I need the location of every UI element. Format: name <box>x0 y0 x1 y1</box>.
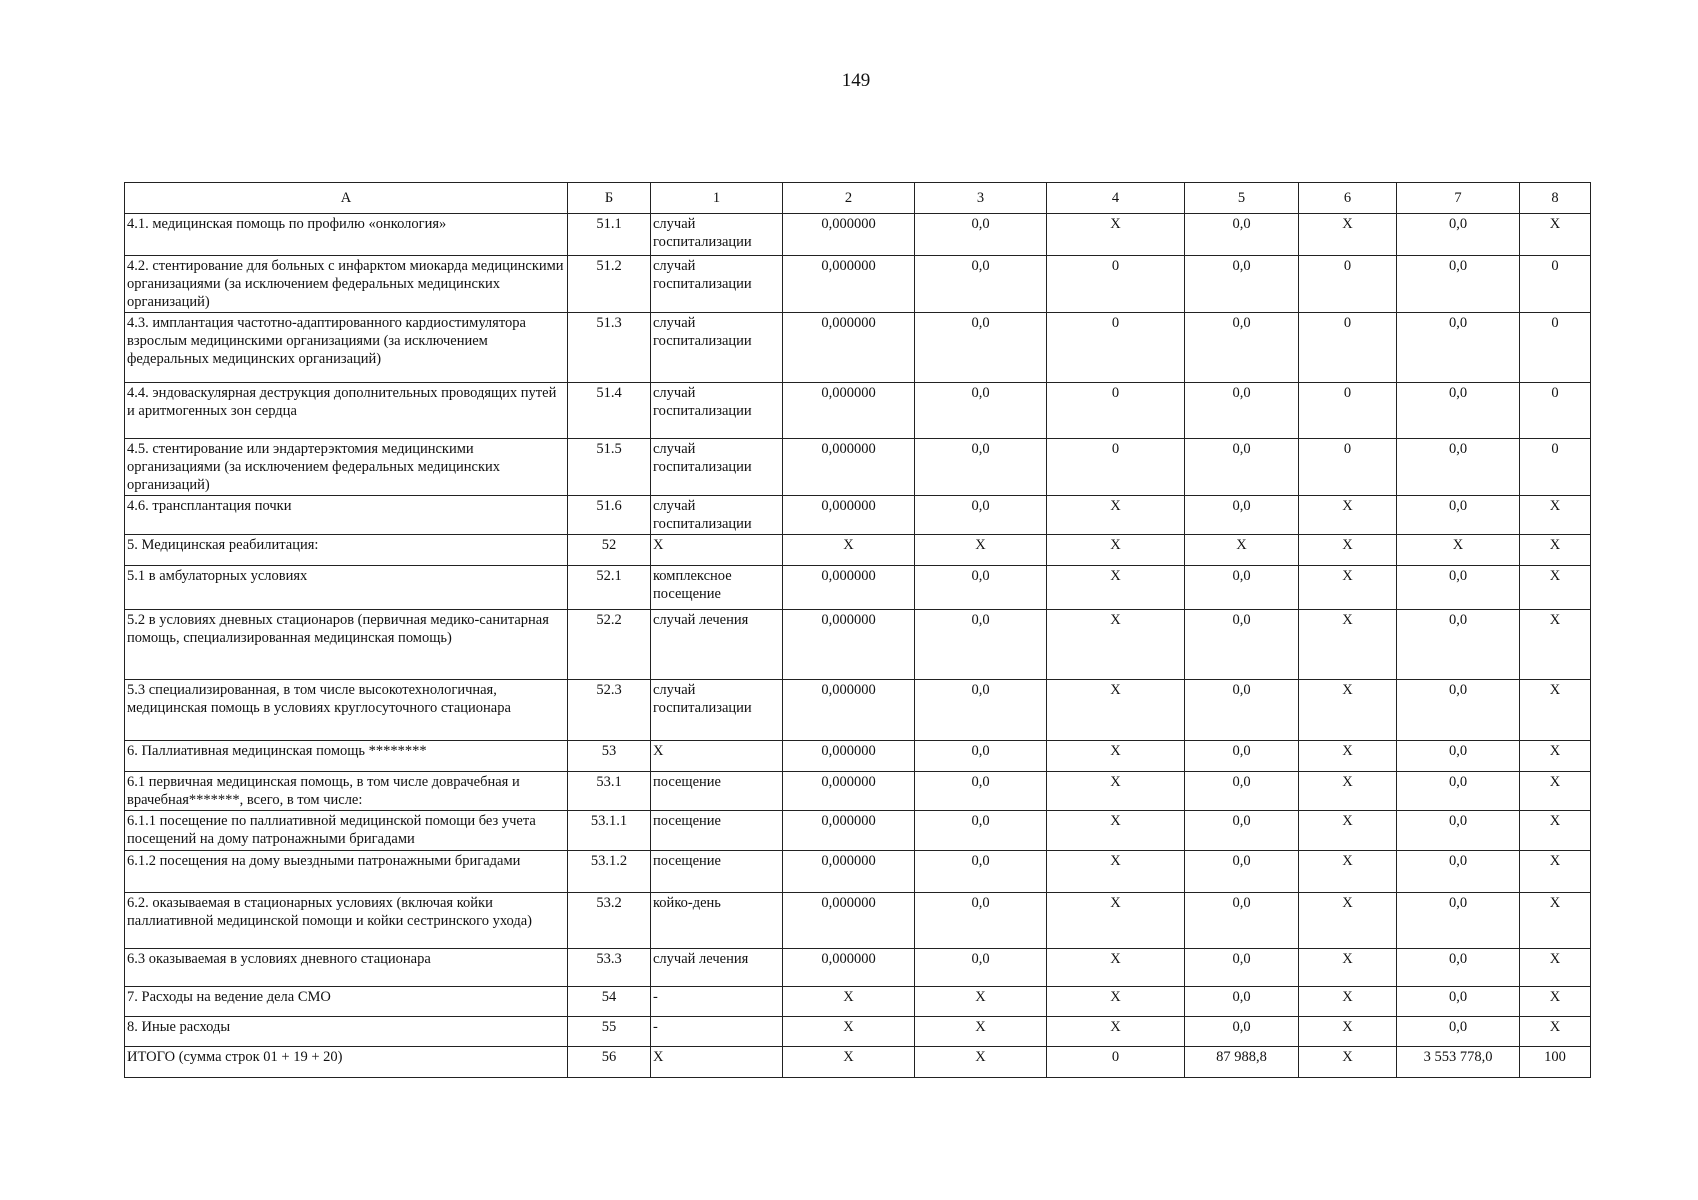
table-body <box>125 214 1591 1078</box>
value-cell: 0,0 <box>1185 566 1299 610</box>
row-label-cell: 4.3. имплантация частотно-адаптированного кардиостимулятора взрослым медицинскими организациями (за исключением федеральных медицинских организаций) <box>125 313 568 383</box>
row-label-cell: 4.6. трансплантация почки <box>125 496 568 535</box>
value-cell: 0,0 <box>915 741 1047 772</box>
value-cell: 0,0 <box>915 383 1047 439</box>
value-cell: 0,0 <box>1185 214 1299 256</box>
value-cell: 0,0 <box>915 439 1047 496</box>
value-cell: 0,0 <box>915 949 1047 987</box>
row-label-cell: 6.3 оказываемая в условиях дневного стационара <box>125 949 568 987</box>
value-cell: 0,0 <box>915 566 1047 610</box>
value-cell: X <box>1047 610 1185 680</box>
value-cell: X <box>1520 772 1591 811</box>
row-label-cell: 6.2. оказываемая в стационарных условиях (включая койки паллиативной медицинской помощи и койки сестринского ухода) <box>125 893 568 949</box>
row-label-cell: ИТОГО (сумма строк 01 + 19 + 20) <box>125 1047 568 1078</box>
value-cell: 3 553 778,0 <box>1397 1047 1520 1078</box>
value-cell: 0,0 <box>1185 741 1299 772</box>
value-cell: X <box>1520 610 1591 680</box>
row-code-cell: 51.5 <box>568 439 651 496</box>
value-cell: 0,0 <box>1185 313 1299 383</box>
value-cell: X <box>1299 610 1397 680</box>
unit-cell: случай госпитализации <box>651 439 783 496</box>
unit-cell: случай госпитализации <box>651 313 783 383</box>
value-cell: 0 <box>1047 1047 1185 1078</box>
row-code-cell: 51.1 <box>568 214 651 256</box>
row-code-cell: 52 <box>568 535 651 566</box>
value-cell: 0,0 <box>1185 893 1299 949</box>
header-cell: 6 <box>1299 183 1397 214</box>
row-code-cell: 53.2 <box>568 893 651 949</box>
value-cell: 0 <box>1520 439 1591 496</box>
value-cell: X <box>1520 680 1591 741</box>
value-cell: X <box>1047 566 1185 610</box>
value-cell: 0,000000 <box>783 893 915 949</box>
value-cell: 0,0 <box>915 851 1047 893</box>
value-cell: 0 <box>1299 383 1397 439</box>
value-cell: 0,0 <box>1397 214 1520 256</box>
unit-cell: койко-день <box>651 893 783 949</box>
value-cell: 0,0 <box>1397 680 1520 741</box>
value-cell: X <box>1299 949 1397 987</box>
value-cell: X <box>1047 1017 1185 1047</box>
row-code-cell: 52.3 <box>568 680 651 741</box>
row-code-cell: 53.1.2 <box>568 851 651 893</box>
value-cell: X <box>1299 496 1397 535</box>
table-row <box>125 680 1591 741</box>
row-code-cell: 55 <box>568 1017 651 1047</box>
row-label-cell: 4.4. эндоваскулярная деструкция дополнительных проводящих путей и аритмогенных зон сердца <box>125 383 568 439</box>
value-cell: 0 <box>1299 256 1397 313</box>
value-cell: 0,000000 <box>783 772 915 811</box>
header-cell: 3 <box>915 183 1047 214</box>
value-cell: 0,0 <box>1185 680 1299 741</box>
value-cell: 0,0 <box>1185 610 1299 680</box>
value-cell: X <box>1299 1047 1397 1078</box>
value-cell: 0,0 <box>1397 256 1520 313</box>
value-cell: 0 <box>1047 313 1185 383</box>
value-cell: 0,0 <box>1397 313 1520 383</box>
value-cell: 0 <box>1047 256 1185 313</box>
table-row <box>125 741 1591 772</box>
row-label-cell: 5.3 специализированная, в том числе высокотехнологичная, медицинская помощь в условиях круглосуточного стационара <box>125 680 568 741</box>
row-label-cell: 6.1 первичная медицинская помощь, в том числе доврачебная и врачебная*******, всего, в том числе: <box>125 772 568 811</box>
table-row <box>125 893 1591 949</box>
value-cell: X <box>1047 851 1185 893</box>
value-cell: X <box>1047 680 1185 741</box>
row-label-cell: 4.2. стентирование для больных с инфарктом миокарда медицинскими организациями (за исключением федеральных медицинских организаций) <box>125 256 568 313</box>
row-label-cell: 6.1.2 посещения на дому выездными патронажными бригадами <box>125 851 568 893</box>
value-cell: 0,0 <box>1185 1017 1299 1047</box>
value-cell: 0,0 <box>1185 949 1299 987</box>
header-row <box>125 183 1591 214</box>
row-code-cell: 52.2 <box>568 610 651 680</box>
value-cell: 0,0 <box>915 496 1047 535</box>
value-cell: X <box>1299 851 1397 893</box>
value-cell: X <box>1299 987 1397 1017</box>
value-cell: 0,000000 <box>783 811 915 851</box>
unit-cell: - <box>651 987 783 1017</box>
value-cell: X <box>1520 566 1591 610</box>
value-cell: 0,0 <box>1397 772 1520 811</box>
value-cell: X <box>783 987 915 1017</box>
row-code-cell: 54 <box>568 987 651 1017</box>
unit-cell: случай лечения <box>651 949 783 987</box>
value-cell: X <box>1520 851 1591 893</box>
value-cell: 0 <box>1520 383 1591 439</box>
unit-cell: случай госпитализации <box>651 256 783 313</box>
value-cell: 0,0 <box>915 680 1047 741</box>
unit-cell: случай госпитализации <box>651 680 783 741</box>
value-cell: 0,0 <box>915 256 1047 313</box>
unit-cell: X <box>651 535 783 566</box>
value-cell: X <box>1185 535 1299 566</box>
value-cell: X <box>1520 535 1591 566</box>
row-label-cell: 4.1. медицинская помощь по профилю «онкология» <box>125 214 568 256</box>
row-label-cell: 7. Расходы на ведение дела СМО <box>125 987 568 1017</box>
unit-cell: X <box>651 1047 783 1078</box>
row-code-cell: 51.6 <box>568 496 651 535</box>
value-cell: X <box>1299 535 1397 566</box>
value-cell: X <box>1047 772 1185 811</box>
value-cell: 0,0 <box>1185 256 1299 313</box>
value-cell: X <box>1520 496 1591 535</box>
value-cell: X <box>1047 893 1185 949</box>
unit-cell: посещение <box>651 811 783 851</box>
header-cell: А <box>125 183 568 214</box>
value-cell: 0,0 <box>1397 610 1520 680</box>
value-cell: 0,0 <box>915 893 1047 949</box>
row-label-cell: 4.5. стентирование или эндартерэктомия медицинскими организациями (за исключением федеральных медицинских организаций) <box>125 439 568 496</box>
unit-cell: случай лечения <box>651 610 783 680</box>
table-row <box>125 811 1591 851</box>
header-cell: Б <box>568 183 651 214</box>
header-cell: 4 <box>1047 183 1185 214</box>
table-row <box>125 214 1591 256</box>
value-cell: X <box>1299 741 1397 772</box>
row-label-cell: 5.1 в амбулаторных условиях <box>125 566 568 610</box>
value-cell: X <box>1397 535 1520 566</box>
table-row <box>125 610 1591 680</box>
value-cell: X <box>915 1017 1047 1047</box>
value-cell: X <box>1520 214 1591 256</box>
value-cell: X <box>1299 214 1397 256</box>
value-cell: 0,0 <box>915 610 1047 680</box>
value-cell: X <box>1299 566 1397 610</box>
value-cell: 0,0 <box>1397 851 1520 893</box>
value-cell: 0,0 <box>1397 383 1520 439</box>
value-cell: X <box>915 987 1047 1017</box>
header-cell: 2 <box>783 183 915 214</box>
value-cell: 0,0 <box>1397 893 1520 949</box>
value-cell: 0 <box>1520 256 1591 313</box>
value-cell: X <box>1520 893 1591 949</box>
value-cell: 0,0 <box>915 772 1047 811</box>
value-cell: 0,000000 <box>783 256 915 313</box>
value-cell: 0,0 <box>1185 811 1299 851</box>
row-code-cell: 53.1 <box>568 772 651 811</box>
value-cell: 0,0 <box>1397 741 1520 772</box>
row-label-cell: 6. Паллиативная медицинская помощь ******** <box>125 741 568 772</box>
unit-cell: случай госпитализации <box>651 214 783 256</box>
value-cell: 0 <box>1047 439 1185 496</box>
row-code-cell: 53.3 <box>568 949 651 987</box>
table-row <box>125 566 1591 610</box>
value-cell: 0,0 <box>1397 949 1520 987</box>
data-table <box>124 182 1591 1078</box>
value-cell: 87 988,8 <box>1185 1047 1299 1078</box>
value-cell: 0,000000 <box>783 566 915 610</box>
value-cell: X <box>783 1017 915 1047</box>
row-code-cell: 56 <box>568 1047 651 1078</box>
row-label-cell: 5.2 в условиях дневных стационаров (первичная медико-санитарная помощь, специализированная медицинская помощь) <box>125 610 568 680</box>
value-cell: 100 <box>1520 1047 1591 1078</box>
header-cell: 5 <box>1185 183 1299 214</box>
value-cell: 0 <box>1299 439 1397 496</box>
value-cell: 0,0 <box>915 811 1047 851</box>
value-cell: X <box>1047 949 1185 987</box>
unit-cell: случай госпитализации <box>651 496 783 535</box>
value-cell: X <box>1047 535 1185 566</box>
value-cell: X <box>1299 811 1397 851</box>
value-cell: X <box>1520 741 1591 772</box>
table-row <box>125 772 1591 811</box>
value-cell: X <box>1520 949 1591 987</box>
value-cell: 0,000000 <box>783 851 915 893</box>
row-code-cell: 51.2 <box>568 256 651 313</box>
value-cell: 0,000000 <box>783 610 915 680</box>
unit-cell: посещение <box>651 772 783 811</box>
table-row <box>125 1017 1591 1047</box>
value-cell: 0,0 <box>1397 987 1520 1017</box>
table-row <box>125 313 1591 383</box>
value-cell: 0,000000 <box>783 383 915 439</box>
value-cell: X <box>783 535 915 566</box>
value-cell: X <box>1520 811 1591 851</box>
value-cell: 0,0 <box>1185 439 1299 496</box>
value-cell: X <box>1299 893 1397 949</box>
value-cell: X <box>783 1047 915 1078</box>
value-cell: 0 <box>1520 313 1591 383</box>
value-cell: 0,000000 <box>783 439 915 496</box>
table-row <box>125 256 1591 313</box>
value-cell: 0,000000 <box>783 741 915 772</box>
unit-cell: посещение <box>651 851 783 893</box>
value-cell: 0,000000 <box>783 313 915 383</box>
value-cell: 0,0 <box>1397 566 1520 610</box>
value-cell: 0,000000 <box>783 214 915 256</box>
table-row <box>125 496 1591 535</box>
row-label-cell: 6.1.1 посещение по паллиативной медицинской помощи без учета посещений на дому патронажными бригадами <box>125 811 568 851</box>
unit-cell: случай госпитализации <box>651 383 783 439</box>
table-row <box>125 535 1591 566</box>
table-row <box>125 987 1591 1017</box>
value-cell: X <box>1299 772 1397 811</box>
unit-cell: X <box>651 741 783 772</box>
value-cell: X <box>1520 1017 1591 1047</box>
value-cell: 0 <box>1047 383 1185 439</box>
row-code-cell: 53.1.1 <box>568 811 651 851</box>
value-cell: 0,000000 <box>783 496 915 535</box>
table-row <box>125 439 1591 496</box>
value-cell: 0,0 <box>1185 851 1299 893</box>
value-cell: 0,0 <box>1397 811 1520 851</box>
row-code-cell: 53 <box>568 741 651 772</box>
value-cell: 0,0 <box>1397 496 1520 535</box>
value-cell: 0,0 <box>1397 439 1520 496</box>
value-cell: 0,0 <box>1397 1017 1520 1047</box>
value-cell: 0,0 <box>1185 987 1299 1017</box>
table-row <box>125 1047 1591 1078</box>
value-cell: 0,000000 <box>783 680 915 741</box>
value-cell: X <box>1047 811 1185 851</box>
table-row <box>125 949 1591 987</box>
value-cell: X <box>1047 214 1185 256</box>
row-code-cell: 51.4 <box>568 383 651 439</box>
value-cell: X <box>915 535 1047 566</box>
value-cell: X <box>1520 987 1591 1017</box>
value-cell: 0,000000 <box>783 949 915 987</box>
value-cell: 0,0 <box>1185 772 1299 811</box>
value-cell: X <box>1299 1017 1397 1047</box>
row-code-cell: 51.3 <box>568 313 651 383</box>
row-label-cell: 5. Медицинская реабилитация: <box>125 535 568 566</box>
value-cell: X <box>1047 496 1185 535</box>
value-cell: X <box>1047 987 1185 1017</box>
unit-cell: комплексное посещение <box>651 566 783 610</box>
page-number: 149 <box>841 70 871 91</box>
header-cell: 1 <box>651 183 783 214</box>
value-cell: X <box>1299 680 1397 741</box>
value-cell: 0,0 <box>915 313 1047 383</box>
row-code-cell: 52.1 <box>568 566 651 610</box>
unit-cell: - <box>651 1017 783 1047</box>
row-label-cell: 8. Иные расходы <box>125 1017 568 1047</box>
value-cell: 0,0 <box>1185 496 1299 535</box>
value-cell: 0,0 <box>915 214 1047 256</box>
value-cell: X <box>915 1047 1047 1078</box>
value-cell: X <box>1047 741 1185 772</box>
table-row <box>125 851 1591 893</box>
value-cell: 0,0 <box>1185 383 1299 439</box>
header-cell: 8 <box>1520 183 1591 214</box>
value-cell: 0 <box>1299 313 1397 383</box>
header-cell: 7 <box>1397 183 1520 214</box>
table-row <box>125 383 1591 439</box>
